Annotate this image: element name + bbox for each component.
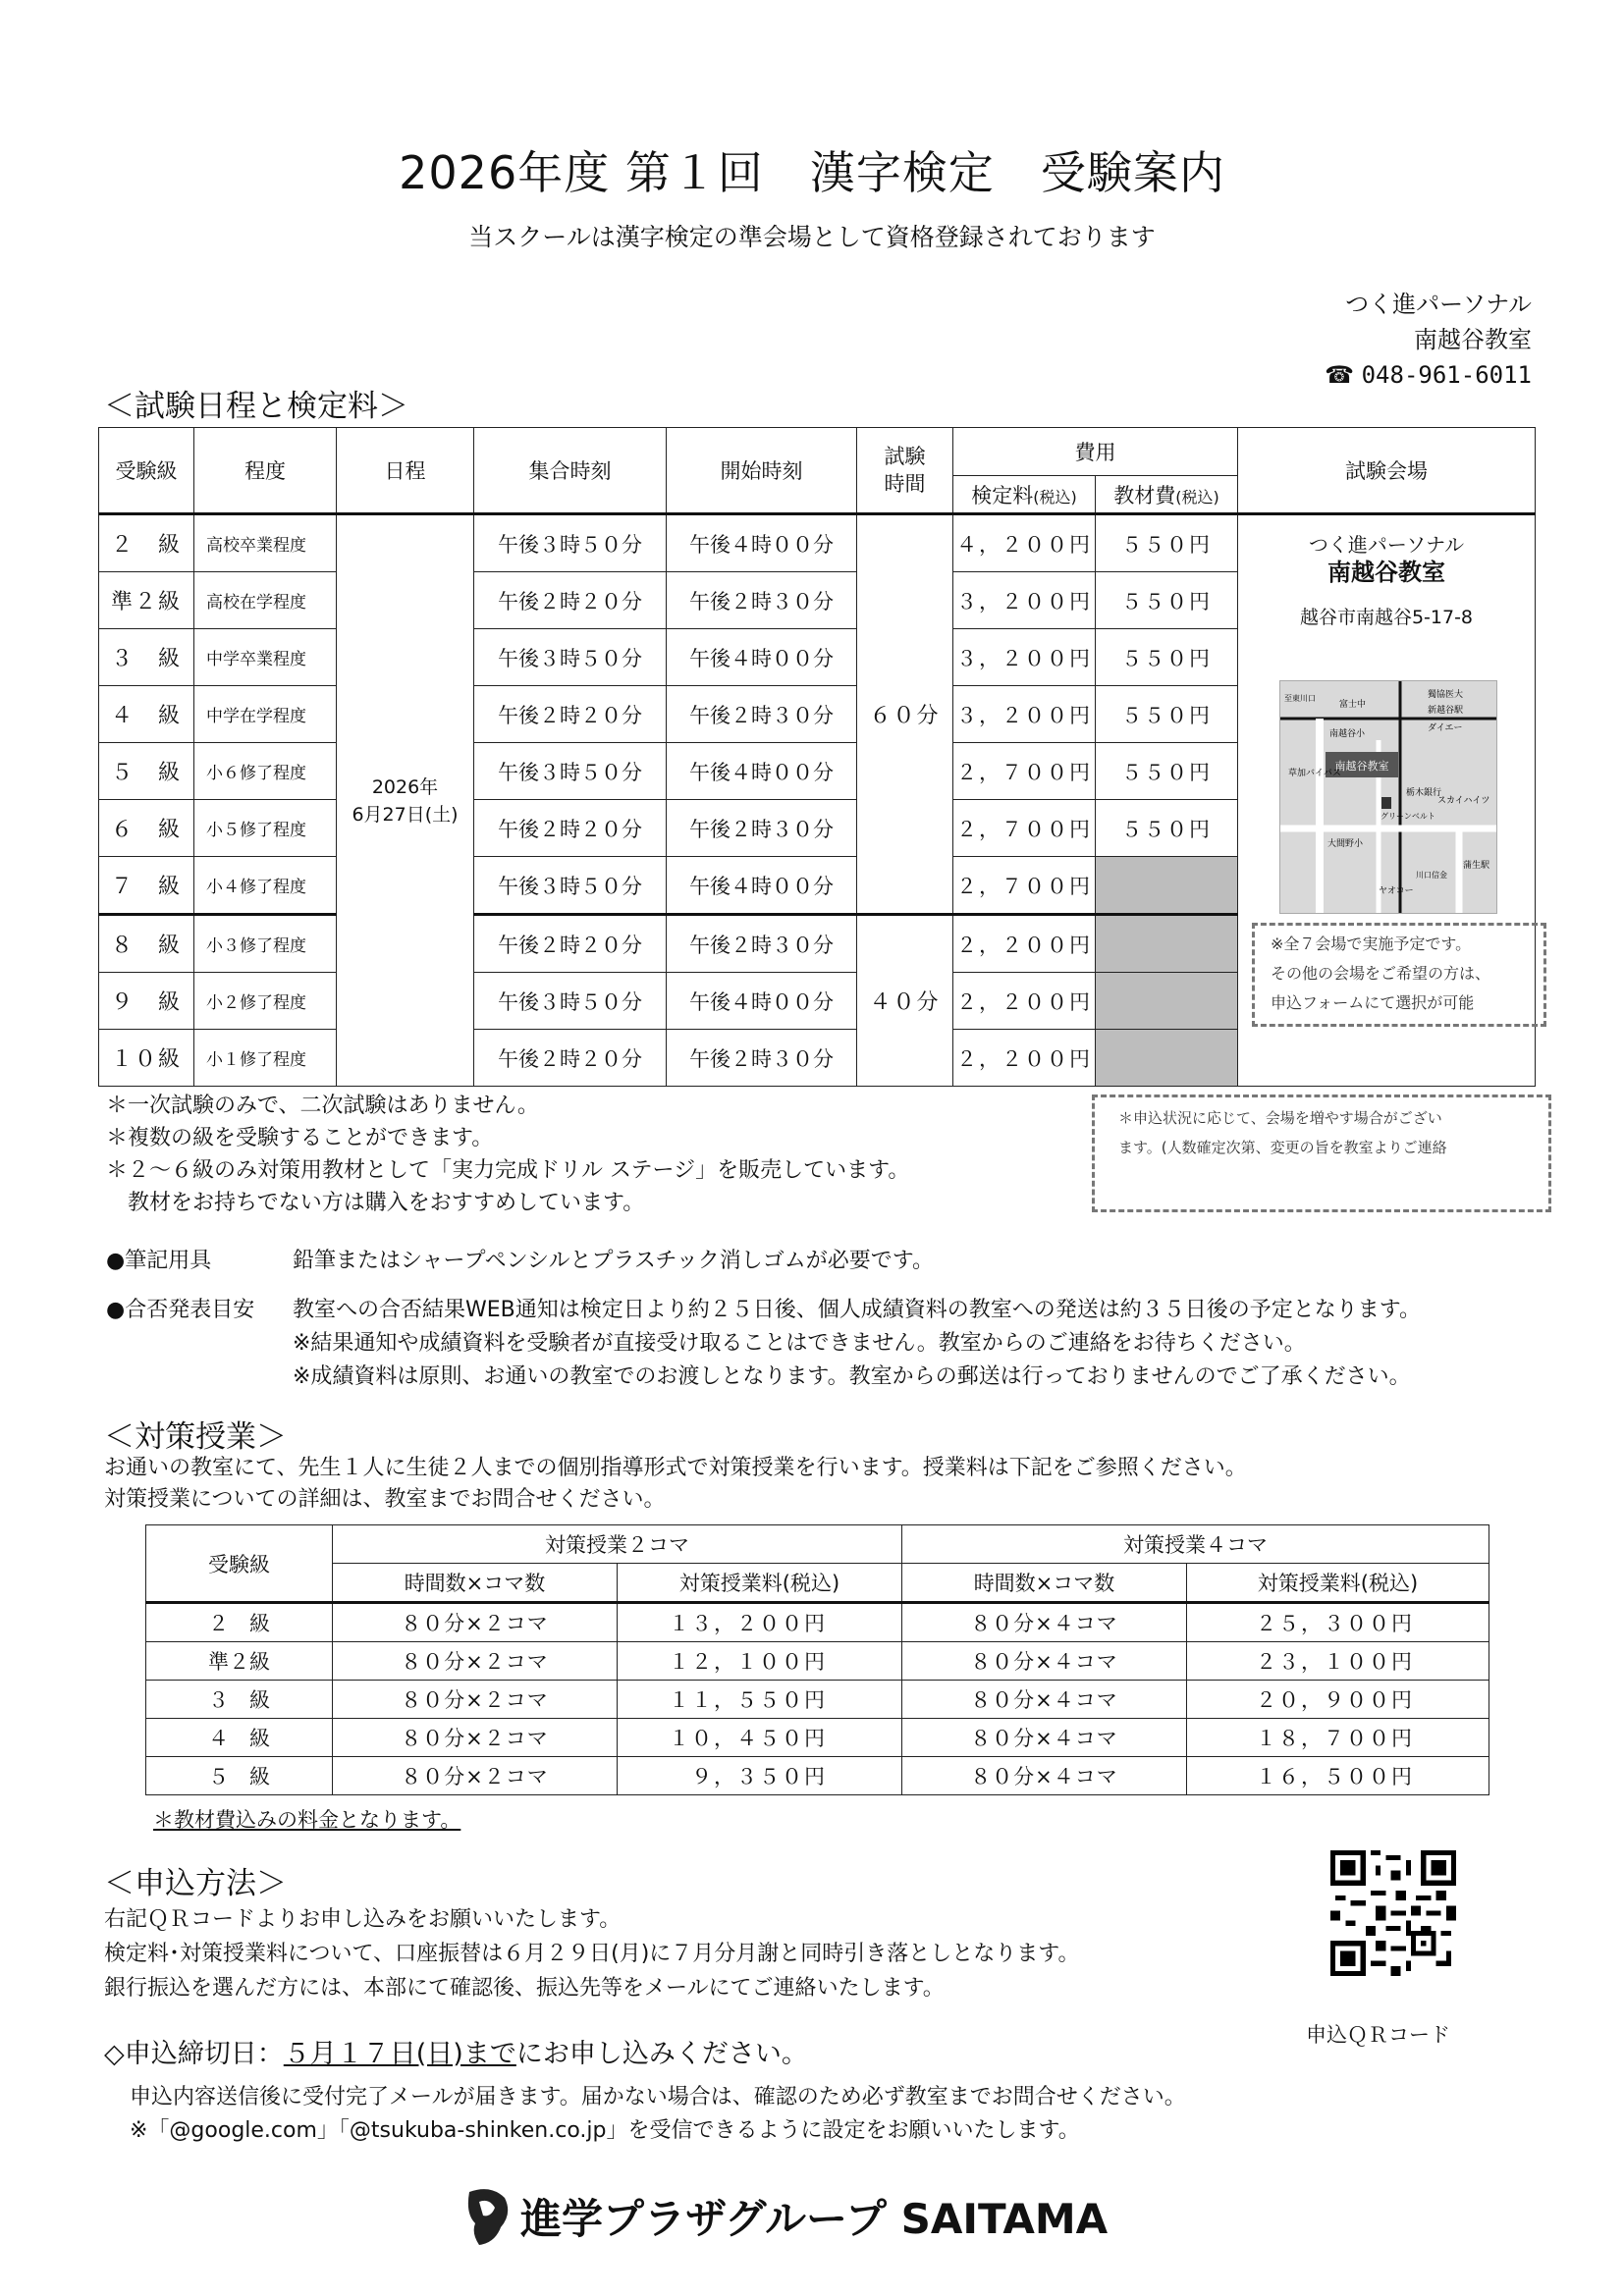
taisaku-section-title: ＜対策授業＞	[104, 1419, 287, 1455]
exam-date: 2026年 6月27日(土)	[337, 514, 474, 1087]
svg-text:富士中: 富士中	[1339, 700, 1367, 710]
table-row: ３ 級 ８０分×２コマ １１，５５０円 ８０分×４コマ ２０，９００円	[146, 1681, 1489, 1719]
map-graphic	[1280, 681, 1496, 913]
side-note-box: ＊申込状況に応じて、会場を増やす場合がござい ます。(人数確定次第、変更の旨を教室よりご連絡	[1092, 1095, 1551, 1212]
qr-caption: 申込ＱＲコード	[1306, 2023, 1450, 2047]
th-cost: 費用	[953, 428, 1238, 476]
svg-text:ダイエー: ダイエー	[1428, 723, 1463, 733]
table-row: ２ 級 ８０分×２コマ １３，２００円 ８０分×４コマ ２５，３００円	[146, 1603, 1489, 1642]
school-branch: 南越谷教室	[1414, 326, 1532, 353]
table-row: ２ 級 高校卒業程度 2026年 6月27日(土) 午後３時５０分 午後４時００分 ６０分 ４，２００円 ５５０円 つく進パーソナル 南越谷教室 越谷市南越谷5-17-8 南越谷教室 富士中 南越谷小 獨協医大 新越谷駅 ダイエー 栃木銀行 スカイハイツ 大間野小 ヤオコー 川口信金 蒲生駅 草加バイパス 至東川口 グリーンベルト ※全７会場で実施予定です。 その他の会場をご希望の方は、 申込フォームにて選択が可能	[99, 514, 1536, 572]
duration-40: ４０分	[857, 915, 953, 1087]
svg-text:グリーンベルト: グリーンベルト	[1380, 812, 1435, 821]
table-row: ３ 級 中学卒業程度 午後３時５０分 午後４時００分 ３，２００円 ５５０円	[99, 629, 1536, 686]
svg-text:南越谷小: 南越谷小	[1329, 729, 1366, 739]
th-level: 程度	[194, 428, 337, 514]
th-grade: 受験級	[99, 428, 194, 514]
table-row: 準２級 高校在学程度 午後２時２０分 午後２時３０分 ３，２００円 ５５０円	[99, 572, 1536, 629]
venue-line1: つく進パーソナル	[1308, 533, 1465, 557]
th-four: 対策授業４コマ	[902, 1525, 1489, 1564]
svg-text:草加バイパス: 草加バイパス	[1288, 769, 1341, 778]
apply-section-title: ＜申込方法＞	[104, 1866, 287, 1901]
th-venue: 試験会場	[1238, 428, 1536, 514]
venue-map	[1279, 680, 1497, 914]
svg-text:進学プラザグループ SAITAMA: 進学プラザグループ SAITAMA	[520, 2195, 1109, 2243]
duration-60: ６０分	[857, 514, 953, 915]
svg-text:栃木銀行: 栃木銀行	[1406, 788, 1442, 798]
logo-graphic	[461, 2184, 1168, 2253]
schedule-table	[98, 427, 1536, 1087]
svg-text:ヤオコー: ヤオコー	[1379, 886, 1414, 896]
svg-text:大間野小: 大間野小	[1327, 839, 1364, 849]
svg-text:獨協医大: 獨協医大	[1428, 690, 1464, 700]
results-info: ●合否発表目安 教室への合否結果WEB通知は検定日より約２５日後、個人成績資料の教室への発送は約３５日後の予定となります。 ※結果通知や成績資料を受験者が直接受け取ることはできません。教室からのご連絡をお待ちください。 ※成績資料は原則、お通いの教室でのお渡しとなります。教室からの郵送は行っておりませんのでご了承ください。	[106, 1298, 1421, 1389]
telephone-icon: ☎	[1325, 361, 1354, 389]
table-row: ４ 級 ８０分×２コマ １０，４５０円 ８０分×４コマ １８，７００円	[146, 1719, 1489, 1757]
th-date: 日程	[337, 428, 474, 514]
tools-info: ●筆記用具 鉛筆またはシャープペンシルとプラスチック消しゴムが必要です。	[106, 1249, 934, 1273]
table-row: 準２級 ８０分×２コマ １２，１００円 ８０分×４コマ ２３，１００円	[146, 1642, 1489, 1681]
deadline-date: ５月１７日(日)まで	[283, 2039, 516, 2069]
school-info	[1325, 287, 1532, 393]
taisaku-footnote: ＊教材費込みの料金となります。	[153, 1808, 461, 1832]
venue-line2: 南越谷教室	[1327, 559, 1445, 586]
table-row: ８ 級 小３修了程度 午後２時２０分 午後２時３０分 ４０分 ２，２００円	[99, 915, 1536, 973]
group-logo	[461, 2184, 1168, 2253]
deadline-suffix: にお申し込みください。	[515, 2039, 808, 2069]
venue-note-box: ※全７会場で実施予定です。 その他の会場をご希望の方は、 申込フォームにて選択が可能	[1252, 923, 1546, 1027]
svg-text:南越谷教室: 南越谷教室	[1334, 760, 1389, 773]
table-row: １０級 小１修了程度 午後２時２０分 午後２時３０分 ２，２００円	[99, 1030, 1536, 1087]
taisaku-description: お通いの教室にて、先生１人に生徒２人までの個別指導形式で対策授業を行います。授業料は下記をご参照ください。 対策授業についての詳細は、教室までお問合せください。	[104, 1456, 1247, 1512]
table-row: ５ 級 小６修了程度 午後３時５０分 午後４時００分 ２，７００円 ５５０円	[99, 743, 1536, 800]
page-subtitle: 当スクールは漢字検定の準会場として資格登録されております	[468, 223, 1156, 251]
table-row: ５ 級 ８０分×２コマ ９，３５０円 ８０分×４コマ １６，５００円	[146, 1757, 1489, 1795]
deadline-line	[104, 2032, 808, 2070]
qr-code-graphic	[1330, 1850, 1456, 1976]
svg-text:新越谷駅: 新越谷駅	[1428, 706, 1464, 716]
th-material: 教材費(税込)	[1096, 476, 1238, 514]
exam-notes: ＊一次試験のみで、二次試験はありません。 ＊複数の級を受験することができます。 ＊２～６級のみ対策用教材として「実力完成ドリル ステージ」を販売しています。 教材をお持ちでない方は購入をおすすめしています。	[106, 1094, 910, 1215]
table-row: ６ 級 小５修了程度 午後２時２０分 午後２時３０分 ２，７００円 ５５０円	[99, 800, 1536, 857]
apply-after-notes: 申込内容送信後に受付完了メールが届きます。届かない場合は、確認のため必ず教室までお問合せください。 ※「@google.com」「@tsukuba-shinken.co.jp」を受信できるように設定をお願いいたします。	[130, 2085, 1186, 2143]
th-fee: 検定料(税込)	[953, 476, 1096, 514]
deadline-prefix: ◇申込締切日：	[104, 2039, 284, 2069]
table-row: ９ 級 小２修了程度 午後３時５０分 午後４時００分 ２，２００円	[99, 973, 1536, 1030]
table-row: ４ 級 中学在学程度 午後２時２０分 午後２時３０分 ３，２００円 ５５０円	[99, 686, 1536, 743]
th-grade: 受験級	[146, 1525, 333, 1603]
apply-description: 右記ＱＲコードよりお申し込みをお願いいたします。 検定料･対策授業料について、口座振替は６月２９日(月)に７月分月謝と同時引き落としとなります。 銀行振込を選んだ方には、本部にて確認後、振込先等をメールにてご連絡いたします。	[104, 1907, 1080, 2001]
table-row: ７ 級 小４修了程度 午後３時５０分 午後４時００分 ２，７００円	[99, 857, 1536, 915]
school-phone: 048-961-6011	[1361, 361, 1532, 389]
venue-cell	[1238, 514, 1536, 1087]
application-qr-code[interactable]	[1330, 1850, 1456, 1976]
schedule-section-title: ＜試験日程と検定料＞	[104, 389, 408, 424]
th-gather: 集合時刻	[474, 428, 667, 514]
venue-address: 越谷市南越谷5-17-8	[1299, 607, 1474, 628]
th-duration: 試験時間	[857, 428, 953, 514]
page-title: 2026年度 第１回 漢字検定 受験案内	[399, 146, 1225, 199]
svg-text:川口信金: 川口信金	[1416, 871, 1447, 880]
svg-text:蒲生駅: 蒲生駅	[1463, 861, 1490, 871]
th-start: 開始時刻	[667, 428, 857, 514]
th-two: 対策授業２コマ	[333, 1525, 902, 1564]
svg-text:スカイハイツ: スカイハイツ	[1437, 796, 1490, 806]
taisaku-table: 受験級 対策授業２コマ 対策授業４コマ 時間数×コマ数 対策授業料(税込) 時間数×コマ数 対策授業料(税込) ２ 級 ８０分×２コマ １３，２００円 ８０分×４コマ ２５，３００円 準２級 ８０分×２コマ １２，１００円 ８０分×４コマ ２３，１００円 ３ 級 ８０分×２コマ １１，５５０円 ８０分×４コマ ２０，９００円 ４ 級 ８０分×２コマ １０，４５０円 ８０分×４コマ １８，７００円 ５ 級 ８０分×２コマ ９，３５０円 ８０分×４コマ １６，５００円	[145, 1524, 1489, 1795]
school-name: つく進パーソナル	[1345, 291, 1532, 318]
svg-text:至東川口: 至東川口	[1284, 694, 1316, 703]
school-phone-row	[1325, 357, 1532, 393]
